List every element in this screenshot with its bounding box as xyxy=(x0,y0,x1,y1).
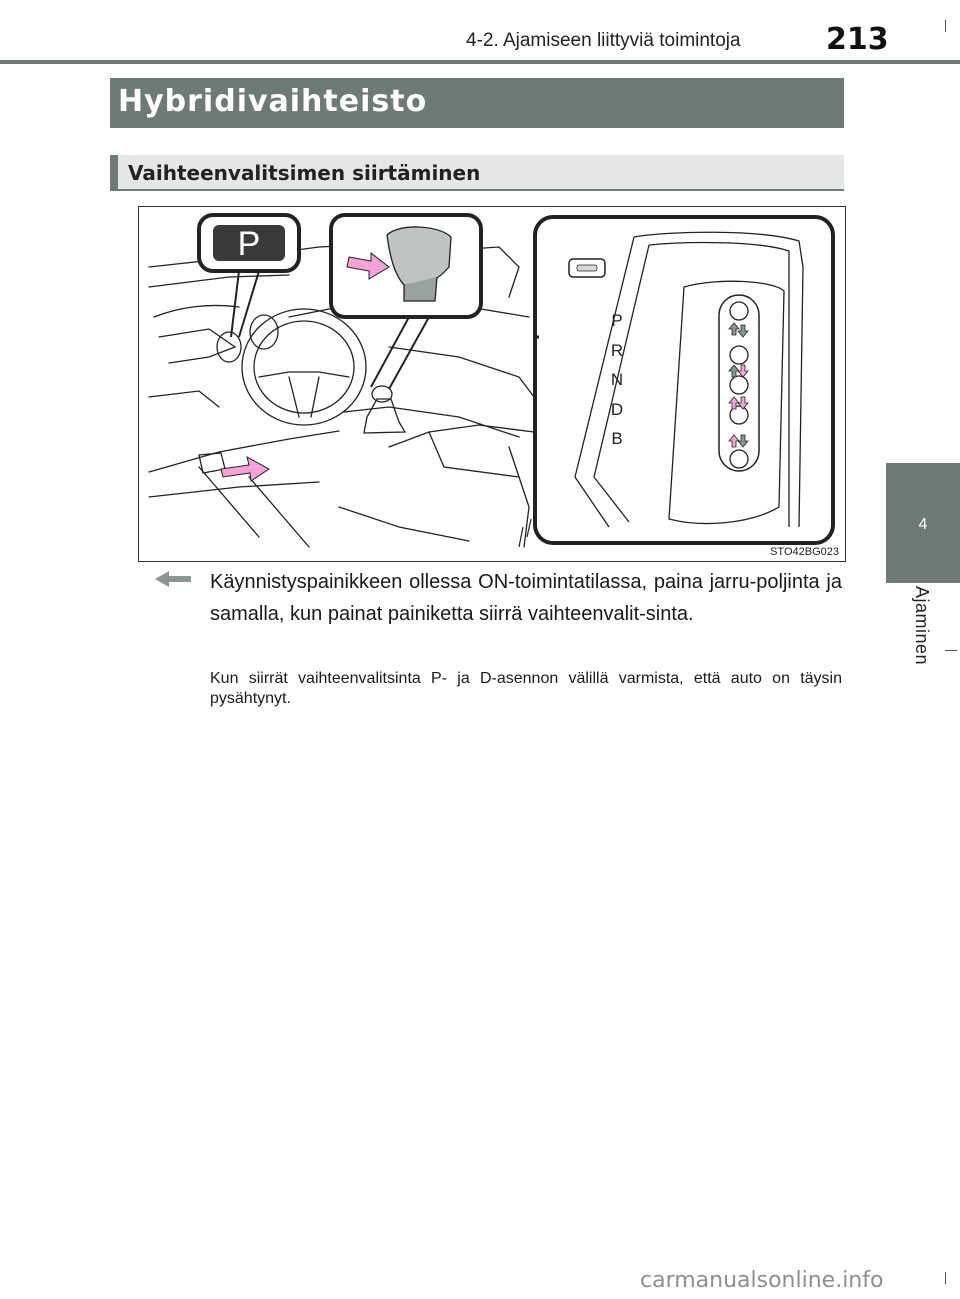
section-header: 4-2. Ajamiseen liittyviä toimintoja xyxy=(466,30,741,51)
gauge xyxy=(217,332,241,362)
steering-spoke xyxy=(289,377,319,417)
gear-label-p: P xyxy=(611,311,623,330)
dashboard-line xyxy=(389,347,534,397)
console-line xyxy=(339,507,469,541)
chapter-label: Ajaminen xyxy=(912,586,932,666)
console-line xyxy=(389,425,534,447)
crop-mark xyxy=(945,20,946,32)
chapter-tab[interactable] xyxy=(886,463,960,583)
gear-label-r: R xyxy=(610,340,624,360)
page-title: Hybridivaihteisto xyxy=(118,84,428,119)
subtitle-accent xyxy=(110,155,118,191)
page-number: 213 xyxy=(826,22,889,57)
subtitle: Vaihteenvalitsimen siirtäminen xyxy=(128,161,481,185)
gear-label-b: B xyxy=(611,429,623,449)
brake-pedal-arrow xyxy=(221,457,269,481)
console-line xyxy=(149,482,319,497)
step-instruction: Käynnistyspainikkeen ollessa ON-toimintatilassa, paina jarru-poljinta ja samalla, kun painat painiketta siirrä vaihteenvalit-sinta. xyxy=(210,571,842,625)
dashboard-line xyxy=(149,391,219,407)
gear-gate-callout xyxy=(519,217,833,547)
steering-wheel-inner xyxy=(254,321,354,413)
gear-label-n: N xyxy=(610,370,624,390)
crop-mark xyxy=(945,650,957,651)
console-line xyxy=(509,447,529,547)
header-rule xyxy=(0,60,960,64)
park-button-label: P xyxy=(237,225,261,263)
gear-position-labels xyxy=(607,311,627,459)
note-text: Kun siirrät vaihteenvalitsinta P- ja D-asennon välillä varmista, että auto on täysin pysähtynyt. xyxy=(210,670,842,707)
steering-spoke xyxy=(259,372,349,377)
chapter-number: 4 xyxy=(918,516,928,533)
watermark: carmanualsonline.info xyxy=(640,1268,884,1293)
subtitle-bar xyxy=(110,155,844,191)
dashboard-line xyxy=(154,305,239,317)
dashboard-line xyxy=(149,275,289,287)
figure-id: STO42BG023 xyxy=(770,546,839,558)
gear-label-d: D xyxy=(610,399,624,419)
crop-mark xyxy=(945,1272,946,1284)
illustration-drawing xyxy=(139,207,845,561)
title-bar xyxy=(110,78,844,128)
shift-lever-body xyxy=(364,399,405,433)
steering-wheel xyxy=(242,309,366,425)
step-arrow-icon xyxy=(155,570,191,588)
console-line xyxy=(429,432,519,477)
gear-shift-illustration xyxy=(138,206,846,562)
